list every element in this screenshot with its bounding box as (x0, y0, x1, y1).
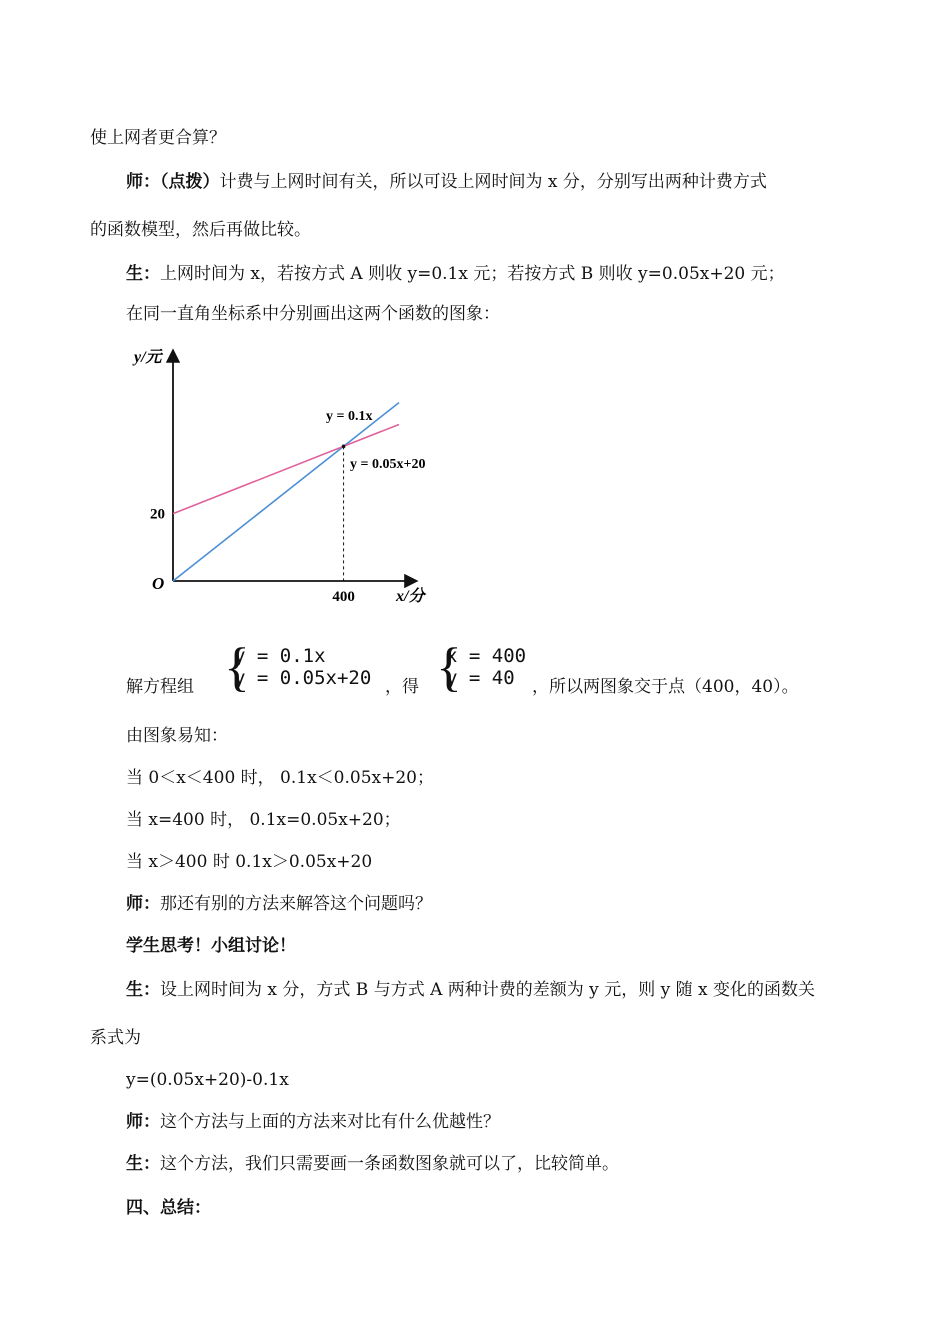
text-line-1: 使上网者更合算？ (90, 128, 226, 148)
discussion-line: 学生思考！小组讨论！ (126, 936, 296, 956)
function-graph (130, 340, 460, 610)
speaker-label: 生： (126, 1154, 160, 1174)
system1-eq1: y = 0.1x (234, 645, 326, 667)
x-axis-label: x/分 (396, 588, 425, 605)
system2-eq1: x = 400 (446, 645, 527, 667)
text-line-14: 系式为 (90, 1028, 141, 1048)
system1-eq2: y = 0.05x+20 (234, 667, 372, 689)
solve-suffix: ，所以两图象交于点（400，40）。 (532, 677, 799, 697)
solve-prefix: 解方程组 (126, 677, 194, 697)
speaker-label: 师： (126, 1112, 160, 1132)
teacher-line-3 (126, 1110, 500, 1134)
system-brace-2: { (436, 637, 462, 697)
speaker-label: 师： (126, 894, 160, 914)
teacher-text: 计费与上网时间有关，所以可设上网时间为 x 分，分别写出两种计费方式 (219, 172, 767, 192)
teacher-text: 这个方法与上面的方法来对比有什么优越性？ (160, 1112, 500, 1132)
section-heading-summary: 四、总结： (126, 1198, 211, 1218)
student-text: 上网时间为 x，若按方式 A 则收 y=0.1x 元；若按方式 B 则收 y=0.05x+20 元； (160, 264, 785, 284)
system-brace-1: { (224, 637, 250, 697)
teacher-line-1 (126, 170, 767, 194)
series-label-0.05x: y = 0.05x+20 (350, 457, 426, 472)
teacher-text: 那还有别的方法来解答这个问题吗？ (160, 894, 432, 914)
student-text: 设上网时间为 x 分，方式 B 与方式 A 两种计费的差额为 y 元，则 y 随 x 变化的函数关 (160, 980, 815, 1000)
formula-line: y=(0.05x+20)-0.1x (126, 1070, 289, 1090)
y-axis-label: y/元 (134, 349, 162, 366)
teacher-line-2 (126, 892, 432, 916)
origin-label: O (152, 574, 165, 593)
text-line-10: 当 x＞400 时 0.1x＞0.05x+20 (126, 852, 373, 872)
speaker-label: 师： (126, 172, 160, 192)
y-tick-label: 20 (150, 506, 165, 523)
x-tick-label: 400 (332, 589, 355, 605)
text-line-3: 的函数模型，然后再做比较。 (90, 220, 311, 240)
text-line-5: 在同一直角坐标系中分别画出这两个函数的图象： (126, 304, 500, 324)
student-text: 这个方法，我们只需要画一条函数图象就可以了，比较简单。 (160, 1154, 619, 1174)
student-line-3 (126, 1152, 619, 1176)
student-line-1 (126, 262, 785, 286)
series-label-0.1x: y = 0.1x (326, 409, 373, 424)
student-line-2 (126, 978, 815, 1002)
text-line-8: 当 0＜x＜400 时， 0.1x＜0.05x+20； (126, 768, 435, 788)
system2-eq2: y = 40 (446, 667, 515, 689)
text-line-9: 当 x=400 时， 0.1x=0.05x+20； (126, 810, 401, 830)
solve-mid: ，得 (385, 677, 419, 697)
text-line-7: 由图象易知： (126, 726, 228, 746)
speaker-label: 生： (126, 264, 160, 284)
series-line-0 (173, 403, 399, 581)
speaker-label: 生： (126, 980, 160, 1000)
hint-tag: （点拨） (160, 172, 220, 192)
